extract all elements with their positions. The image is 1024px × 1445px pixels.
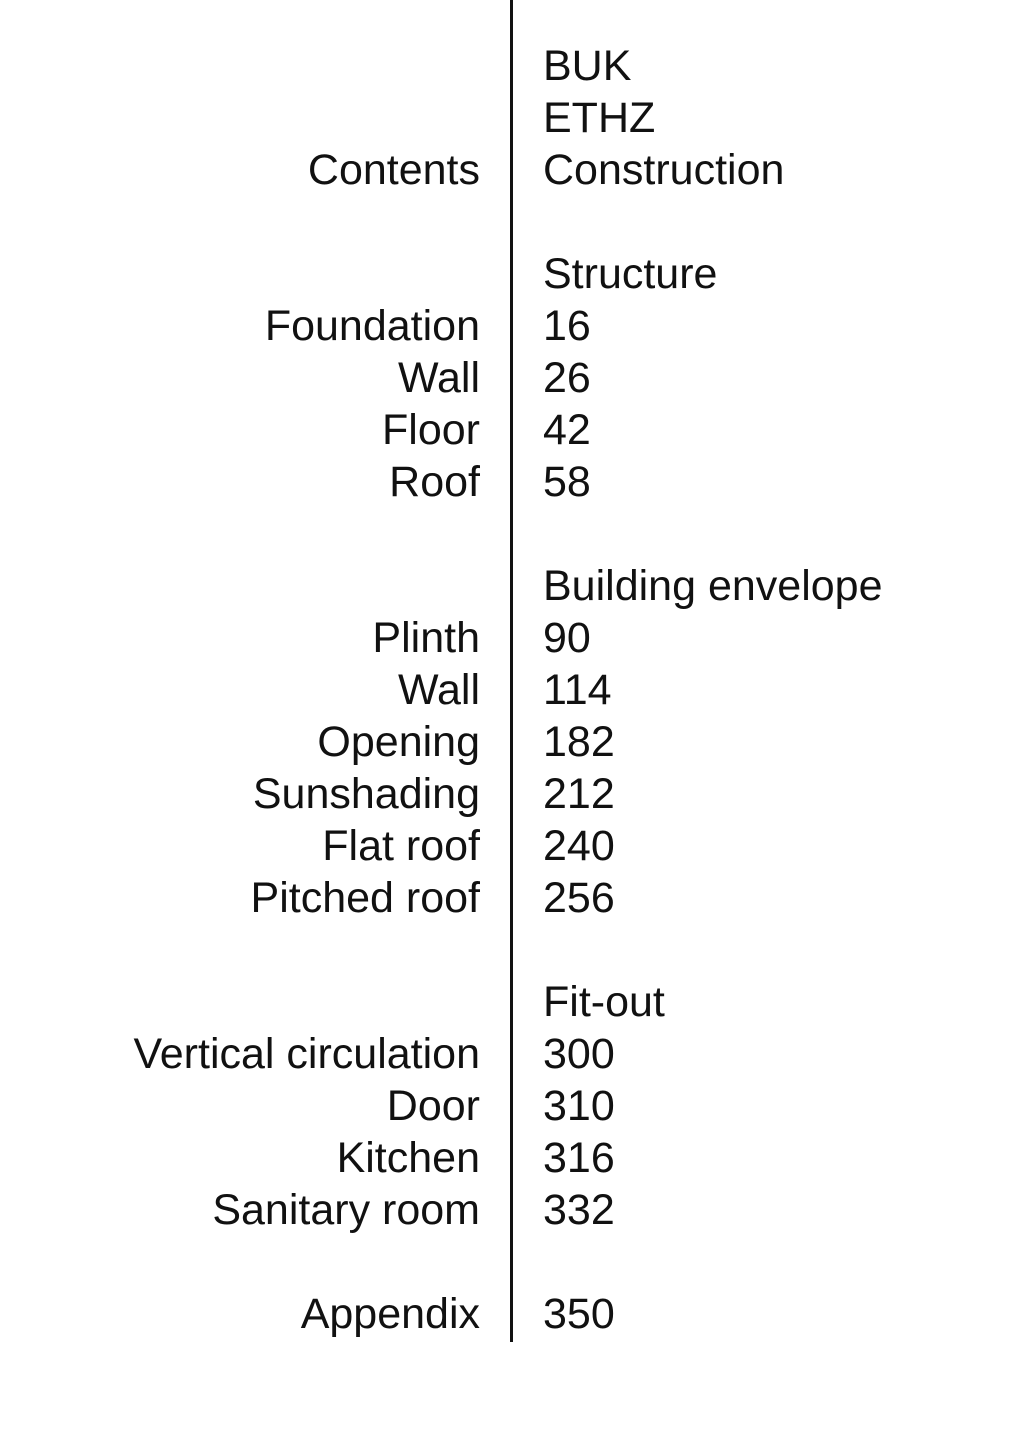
toc-entry-page: 316: [543, 1134, 615, 1182]
section-title-row: [0, 248, 1024, 300]
toc-entry-label: Roof: [389, 458, 480, 506]
toc-entry-label: Wall: [397, 354, 480, 402]
toc-entry-page: 42: [543, 406, 591, 454]
toc-entry-page: 58: [543, 458, 591, 506]
toc-entry-label: Door: [386, 1082, 480, 1130]
toc-entry-appendix[interactable]: [0, 1288, 1024, 1340]
toc-entry-page: 212: [543, 770, 615, 818]
toc-entry[interactable]: [0, 716, 1024, 768]
toc-entry[interactable]: [0, 1132, 1024, 1184]
toc-entry-label: Vertical circulation: [133, 1030, 480, 1078]
header-line-2: [0, 92, 1024, 144]
header-line-3: [0, 144, 1024, 196]
toc-entry[interactable]: [0, 456, 1024, 508]
toc-entry-page: 114: [543, 666, 612, 714]
appendix-page: 350: [543, 1290, 615, 1338]
toc-entry-label: Plinth: [372, 614, 480, 662]
section-title-row: [0, 560, 1024, 612]
header-text-ethz: ETHZ: [543, 94, 656, 142]
toc-entry-label: Sanitary room: [212, 1186, 480, 1234]
toc-entry-page: 182: [543, 718, 615, 766]
toc-entry[interactable]: [0, 872, 1024, 924]
toc-entry-label: Opening: [317, 718, 480, 766]
toc-entry-label: Wall: [397, 666, 480, 714]
section-title-row: [0, 976, 1024, 1028]
header-text-construction: Construction: [543, 146, 785, 194]
toc-entry-label: Sunshading: [252, 770, 480, 818]
contents-label: Contents: [307, 146, 480, 194]
toc-entry-page: 16: [543, 302, 591, 350]
section-title-fit-out: Fit-out: [543, 978, 665, 1026]
toc-entry-label: Pitched roof: [250, 874, 480, 922]
toc-entry[interactable]: [0, 768, 1024, 820]
toc-entry-page: 256: [543, 874, 615, 922]
toc-entry[interactable]: [0, 612, 1024, 664]
toc-entry-page: 90: [543, 614, 591, 662]
header-text-buk: BUK: [543, 42, 632, 90]
toc-entry[interactable]: [0, 1184, 1024, 1236]
toc-entry[interactable]: [0, 1080, 1024, 1132]
appendix-label: Appendix: [300, 1290, 480, 1338]
toc-entry-page: 240: [543, 822, 615, 870]
toc-entry[interactable]: [0, 404, 1024, 456]
toc-entry-label: Flat roof: [322, 822, 480, 870]
toc-entry[interactable]: [0, 820, 1024, 872]
toc-entry-page: 26: [543, 354, 591, 402]
toc-entry[interactable]: [0, 1028, 1024, 1080]
toc-entry-label: Floor: [382, 406, 480, 454]
toc-entry-page: 300: [543, 1030, 615, 1078]
toc-entry[interactable]: [0, 352, 1024, 404]
section-title-building-envelope: Building envelope: [543, 562, 883, 610]
toc-entry-label: Foundation: [264, 302, 480, 350]
toc-entry[interactable]: [0, 664, 1024, 716]
toc-entry-label: Kitchen: [336, 1134, 480, 1182]
header-line-1: [0, 40, 1024, 92]
section-title-structure: Structure: [543, 250, 718, 298]
toc-entry[interactable]: [0, 300, 1024, 352]
toc-entry-page: 310: [543, 1082, 615, 1130]
toc-entry-page: 332: [543, 1186, 615, 1234]
